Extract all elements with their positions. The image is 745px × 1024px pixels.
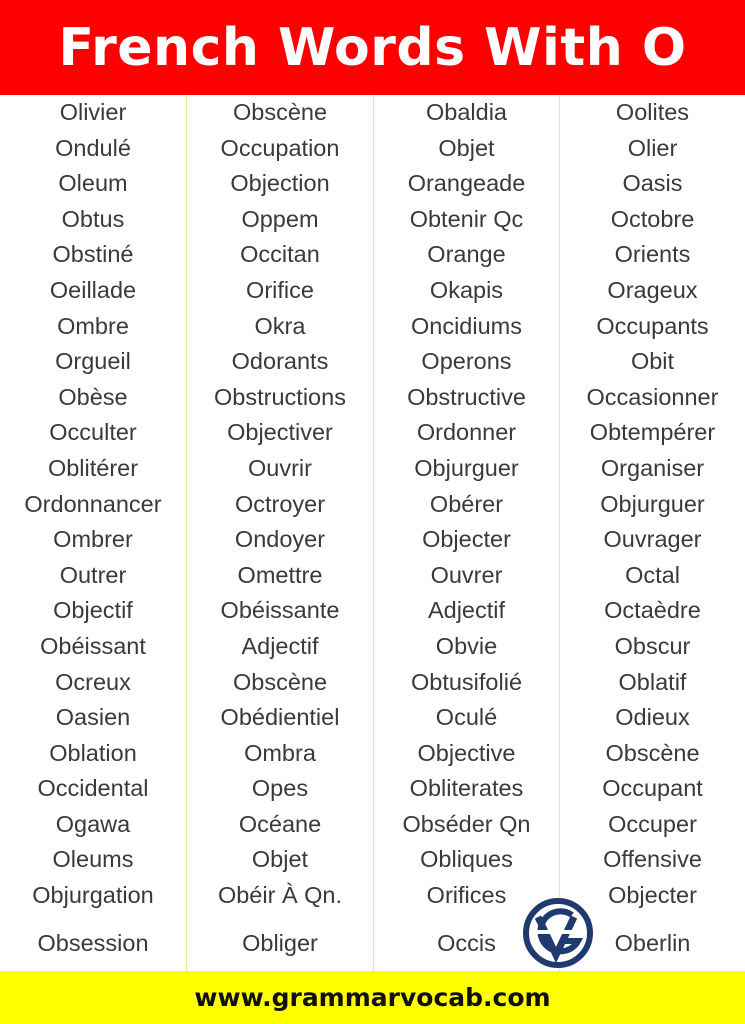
word-item: Ouvrager bbox=[603, 526, 702, 553]
word-item: Omettre bbox=[237, 561, 323, 588]
word-item: Obérer bbox=[429, 490, 504, 517]
word-item: Obscène bbox=[232, 99, 328, 125]
word-item: Octal bbox=[625, 561, 680, 588]
word-item: Occulter bbox=[49, 419, 137, 446]
word-item: Oasis bbox=[622, 170, 683, 197]
page-title: French Words With O bbox=[0, 0, 745, 95]
word-item: Ordonnancer bbox=[24, 490, 162, 517]
word-item: Obliger bbox=[242, 929, 318, 956]
word-item: Obstructions bbox=[214, 383, 346, 410]
word-item: Obvie bbox=[435, 632, 498, 659]
word-item: Obtus bbox=[61, 205, 125, 232]
word-item: Adjectif bbox=[427, 597, 506, 624]
word-item: Oblitérer bbox=[47, 454, 139, 481]
word-item: Occupant bbox=[602, 775, 703, 802]
word-item: Obéir À Qn. bbox=[217, 882, 343, 909]
word-item: Okapis bbox=[429, 276, 504, 303]
word-item: Occitan bbox=[240, 241, 320, 268]
word-item: Oblatif bbox=[618, 668, 687, 695]
word-item: Oncidiums bbox=[410, 312, 522, 339]
word-item: Obscur bbox=[614, 632, 691, 659]
word-item: Ordonner bbox=[416, 419, 517, 446]
word-item: Organiser bbox=[600, 454, 705, 481]
word-item: Objet bbox=[438, 134, 495, 161]
word-item: Obliterates bbox=[409, 775, 524, 802]
word-item: Objurguer bbox=[600, 490, 705, 517]
word-item: Obéissant bbox=[40, 632, 146, 659]
word-item: Offensive bbox=[603, 846, 702, 873]
word-item: Oleum bbox=[58, 170, 128, 197]
word-item: Olivier bbox=[59, 99, 127, 125]
word-item: Oolites bbox=[615, 99, 690, 125]
word-item: Ondoyer bbox=[234, 526, 326, 553]
word-item: Oasien bbox=[55, 704, 131, 731]
word-item: Obaldia bbox=[426, 99, 507, 125]
word-item: Objecter bbox=[608, 882, 697, 909]
word-item: Ogawa bbox=[55, 810, 131, 837]
word-item: Outrer bbox=[59, 561, 127, 588]
word-item: Oberlin bbox=[614, 929, 691, 956]
word-item: Obéissante bbox=[220, 597, 340, 624]
word-item: Occuper bbox=[608, 810, 697, 837]
word-item: Ondulé bbox=[55, 134, 131, 161]
word-item: Orifice bbox=[246, 276, 314, 303]
word-item: Olier bbox=[627, 134, 678, 161]
word-item: Oleums bbox=[52, 846, 134, 873]
word-item: Obscène bbox=[232, 668, 328, 695]
word-item: Obtenir Qc bbox=[409, 205, 524, 232]
word-item: Operons bbox=[421, 348, 512, 375]
word-item: Obèse bbox=[58, 383, 128, 410]
word-item: Ouvrer bbox=[430, 561, 503, 588]
word-column-4 bbox=[560, 95, 745, 971]
word-column-3 bbox=[374, 95, 559, 971]
word-item: Obsession bbox=[37, 929, 149, 956]
word-item: Opes bbox=[251, 775, 309, 802]
word-item: Obscène bbox=[605, 739, 700, 766]
word-item: Objection bbox=[230, 170, 330, 197]
word-column-1 bbox=[0, 95, 186, 971]
word-item: Occupation bbox=[220, 134, 340, 161]
word-item: Occis bbox=[437, 929, 496, 956]
word-item: Occidental bbox=[37, 775, 149, 802]
word-item: Obstructive bbox=[407, 383, 526, 410]
word-item: Obédientiel bbox=[220, 704, 340, 731]
word-item: Orangeade bbox=[407, 170, 526, 197]
grammarvocab-logo-icon bbox=[522, 897, 594, 969]
word-item: Octroyer bbox=[234, 490, 326, 517]
word-item: Occupants bbox=[596, 312, 709, 339]
word-item: Objet bbox=[251, 846, 309, 873]
word-item: Objecter bbox=[422, 526, 511, 553]
word-item: Obtempérer bbox=[589, 419, 716, 446]
word-item: Orifices bbox=[426, 882, 507, 909]
word-item: Ombrer bbox=[53, 526, 133, 553]
word-item: Oculé bbox=[435, 704, 498, 731]
word-item: Objurgation bbox=[32, 882, 154, 909]
word-item: Objectiver bbox=[227, 419, 333, 446]
word-item: Adjectif bbox=[241, 632, 319, 659]
word-item: Orients bbox=[614, 241, 691, 268]
word-item: Obtusifolié bbox=[410, 668, 523, 695]
word-item: Obstiné bbox=[52, 241, 134, 268]
word-item: Okra bbox=[254, 312, 306, 339]
word-item: Océane bbox=[238, 810, 322, 837]
word-item: Ombre bbox=[57, 312, 129, 339]
word-item: Octaèdre bbox=[604, 597, 701, 624]
word-item: Objective bbox=[417, 739, 516, 766]
word-item: Odieux bbox=[615, 704, 690, 731]
word-item: Obit bbox=[630, 348, 675, 375]
word-grid bbox=[0, 95, 745, 971]
word-item: Obséder Qn bbox=[402, 810, 531, 837]
word-item: Orange bbox=[427, 241, 506, 268]
word-item: Objectif bbox=[53, 597, 133, 624]
word-item: Orageux bbox=[607, 276, 698, 303]
word-item: Ombra bbox=[244, 739, 316, 766]
word-item: Odorants bbox=[231, 348, 329, 375]
word-item: Objurguer bbox=[414, 454, 519, 481]
word-item: Oppem bbox=[241, 205, 319, 232]
word-item: Occasionner bbox=[586, 383, 719, 410]
word-item: Oeillade bbox=[49, 276, 137, 303]
word-column-2 bbox=[187, 95, 373, 971]
word-item: Ocreux bbox=[55, 668, 131, 695]
website-url: www.grammarvocab.com bbox=[0, 971, 745, 1024]
word-item: Ouvrir bbox=[248, 454, 312, 481]
word-item: Obliques bbox=[420, 846, 513, 873]
word-item: Oblation bbox=[49, 739, 137, 766]
word-item: Octobre bbox=[610, 205, 695, 232]
word-item: Orgueil bbox=[55, 348, 131, 375]
